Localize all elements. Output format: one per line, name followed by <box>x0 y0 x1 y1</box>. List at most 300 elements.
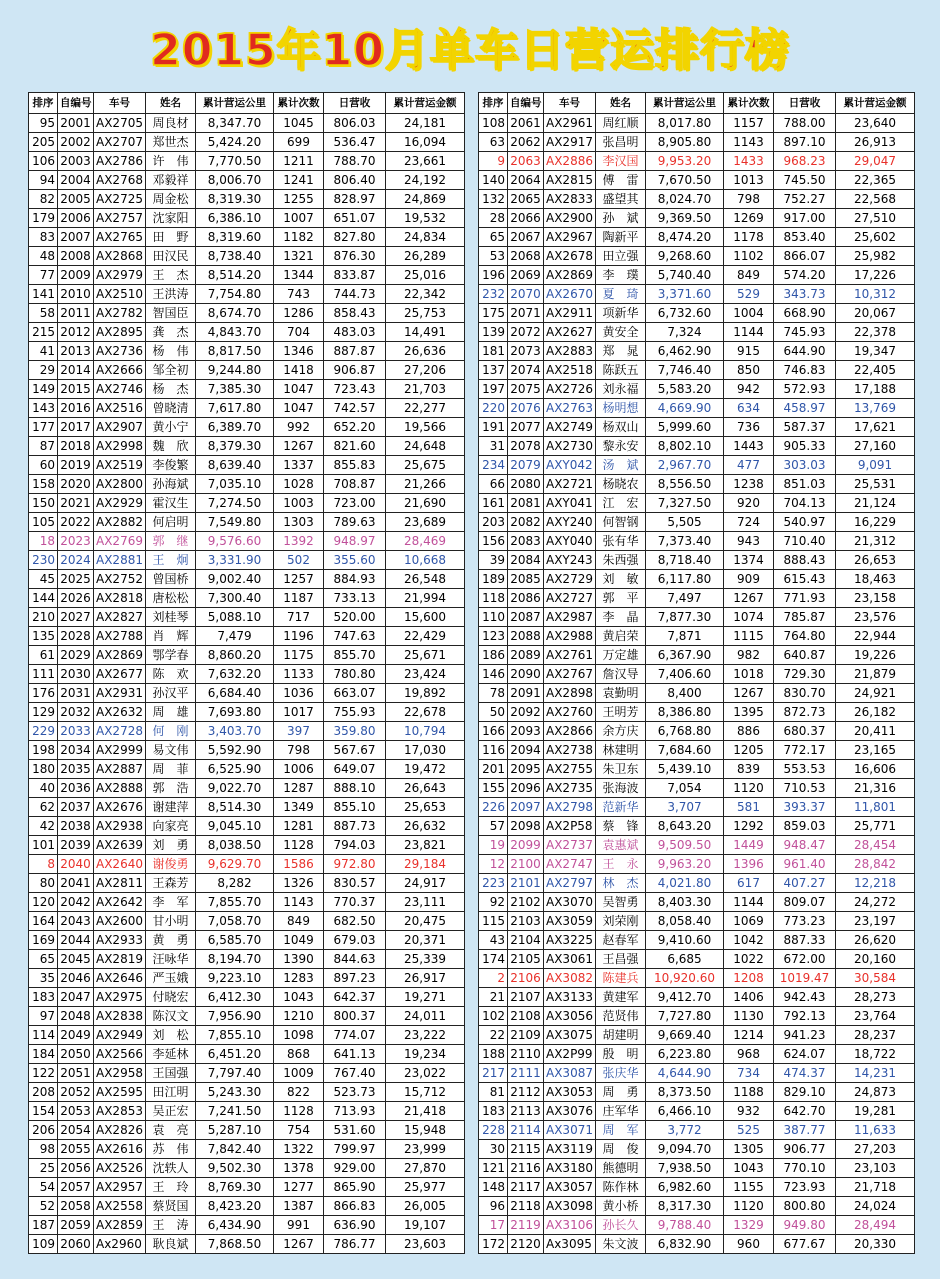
cell-plate: AX2917 <box>544 133 596 152</box>
cell-trip-count: 736 <box>724 418 774 437</box>
column-header-vehicle-id: 自编号 <box>508 93 544 114</box>
cell-plate: AX2853 <box>94 1102 146 1121</box>
cell-rank: 197 <box>479 380 508 399</box>
cell-trip-count: 968 <box>724 1045 774 1064</box>
cell-daily-revenue: 888.43 <box>774 551 836 570</box>
cell-daily-revenue: 624.07 <box>774 1045 836 1064</box>
cell-trip-count: 943 <box>724 532 774 551</box>
column-header-plate: 车号 <box>544 93 596 114</box>
cell-total-revenue: 12,218 <box>836 874 915 893</box>
cell-plate: AX2761 <box>544 646 596 665</box>
cell-total-revenue: 18,722 <box>836 1045 915 1064</box>
cell-total-km: 8,024.70 <box>646 190 724 209</box>
cell-trip-count: 798 <box>724 190 774 209</box>
cell-daily-revenue: 948.47 <box>774 836 836 855</box>
column-header-vehicle-id: 自编号 <box>58 93 94 114</box>
cell-rank: 137 <box>479 361 508 380</box>
cell-driver-name: 林建明 <box>596 741 646 760</box>
cell-total-revenue: 23,158 <box>836 589 915 608</box>
table-row <box>29 152 465 171</box>
cell-vehicle-id: 2024 <box>58 551 94 570</box>
cell-trip-count: 1433 <box>724 152 774 171</box>
cell-total-km: 8,802.10 <box>646 437 724 456</box>
cell-trip-count: 1396 <box>724 855 774 874</box>
cell-total-km: 7,727.80 <box>646 1007 724 1026</box>
cell-total-revenue: 26,636 <box>386 342 465 361</box>
cell-daily-revenue: 772.17 <box>774 741 836 760</box>
cell-total-revenue: 24,834 <box>386 228 465 247</box>
cell-total-revenue: 28,469 <box>386 532 465 551</box>
cell-total-revenue: 24,921 <box>836 684 915 703</box>
cell-total-km: 7,300.40 <box>196 589 274 608</box>
cell-plate: AX2929 <box>94 494 146 513</box>
table-row <box>479 1064 915 1083</box>
cell-plate: AX2987 <box>544 608 596 627</box>
cell-daily-revenue: 809.07 <box>774 893 836 912</box>
cell-plate: AX2769 <box>94 532 146 551</box>
cell-driver-name: 李延林 <box>146 1045 196 1064</box>
cell-daily-revenue: 788.00 <box>774 114 836 133</box>
cell-daily-revenue: 830.70 <box>774 684 836 703</box>
cell-vehicle-id: 2100 <box>508 855 544 874</box>
cell-rank: 174 <box>479 950 508 969</box>
cell-trip-count: 909 <box>724 570 774 589</box>
cell-total-km: 8,347.70 <box>196 114 274 133</box>
cell-plate: AX2838 <box>94 1007 146 1026</box>
cell-plate: AX2728 <box>94 722 146 741</box>
cell-trip-count: 525 <box>724 1121 774 1140</box>
table-row <box>479 988 915 1007</box>
cell-total-km: 5,583.20 <box>646 380 724 399</box>
cell-total-revenue: 27,206 <box>386 361 465 380</box>
cell-daily-revenue: 771.93 <box>774 589 836 608</box>
cell-total-revenue: 19,234 <box>386 1045 465 1064</box>
cell-daily-revenue: 752.27 <box>774 190 836 209</box>
cell-rank: 17 <box>479 1216 508 1235</box>
cell-total-revenue: 16,094 <box>386 133 465 152</box>
cell-driver-name: 周 菲 <box>146 760 196 779</box>
cell-plate: AXY240 <box>544 513 596 532</box>
cell-rank: 148 <box>479 1178 508 1197</box>
table-row <box>479 817 915 836</box>
cell-rank: 94 <box>29 171 58 190</box>
cell-trip-count: 1241 <box>274 171 324 190</box>
cell-driver-name: 谢俊勇 <box>146 855 196 874</box>
cell-rank: 139 <box>479 323 508 342</box>
cell-vehicle-id: 2117 <box>508 1178 544 1197</box>
cell-vehicle-id: 2048 <box>58 1007 94 1026</box>
cell-vehicle-id: 2038 <box>58 817 94 836</box>
cell-rank: 54 <box>29 1178 58 1197</box>
cell-total-km: 7,797.40 <box>196 1064 274 1083</box>
cell-total-revenue: 16,229 <box>836 513 915 532</box>
cell-rank: 48 <box>29 247 58 266</box>
cell-total-km: 8,038.50 <box>196 836 274 855</box>
cell-vehicle-id: 2040 <box>58 855 94 874</box>
cell-vehicle-id: 2060 <box>58 1235 94 1254</box>
cell-total-km: 5,999.60 <box>646 418 724 437</box>
cell-vehicle-id: 2109 <box>508 1026 544 1045</box>
cell-plate: AX2721 <box>544 475 596 494</box>
cell-rank: 97 <box>29 1007 58 1026</box>
table-row <box>29 494 465 513</box>
cell-plate: AX2933 <box>94 931 146 950</box>
cell-rank: 150 <box>29 494 58 513</box>
cell-plate: AX2958 <box>94 1064 146 1083</box>
cell-trip-count: 1009 <box>274 1064 324 1083</box>
cell-daily-revenue: 906.77 <box>774 1140 836 1159</box>
cell-total-revenue: 10,312 <box>836 285 915 304</box>
cell-driver-name: 曾晓清 <box>146 399 196 418</box>
table-row <box>479 836 915 855</box>
cell-trip-count: 920 <box>724 494 774 513</box>
cell-rank: 42 <box>29 817 58 836</box>
cell-trip-count: 1120 <box>724 779 774 798</box>
cell-driver-name: 张有华 <box>596 532 646 551</box>
cell-driver-name: 陈汉文 <box>146 1007 196 1026</box>
table-row <box>29 988 465 1007</box>
cell-total-km: 7,497 <box>646 589 724 608</box>
cell-vehicle-id: 2080 <box>508 475 544 494</box>
cell-driver-name: 范贤伟 <box>596 1007 646 1026</box>
cell-rank: 186 <box>479 646 508 665</box>
cell-rank: 25 <box>29 1159 58 1178</box>
cell-total-revenue: 19,566 <box>386 418 465 437</box>
cell-total-revenue: 26,620 <box>836 931 915 950</box>
cell-total-km: 6,451.20 <box>196 1045 274 1064</box>
cell-trip-count: 886 <box>724 722 774 741</box>
cell-daily-revenue: 855.83 <box>324 456 386 475</box>
cell-total-revenue: 23,689 <box>386 513 465 532</box>
cell-trip-count: 1144 <box>724 323 774 342</box>
cell-total-km: 9,412.70 <box>646 988 724 1007</box>
cell-rank: 232 <box>479 285 508 304</box>
cell-daily-revenue: 866.07 <box>774 247 836 266</box>
cell-total-km: 5,740.40 <box>646 266 724 285</box>
cell-rank: 66 <box>479 475 508 494</box>
cell-total-revenue: 27,160 <box>836 437 915 456</box>
cell-vehicle-id: 2003 <box>58 152 94 171</box>
cell-total-revenue: 25,753 <box>386 304 465 323</box>
cell-total-km: 8,860.20 <box>196 646 274 665</box>
cell-rank: 65 <box>479 228 508 247</box>
cell-driver-name: 李 璞 <box>596 266 646 285</box>
cell-driver-name: 刘荣刚 <box>596 912 646 931</box>
cell-plate: AX3098 <box>544 1197 596 1216</box>
column-header-trip-count: 累计次数 <box>724 93 774 114</box>
cell-total-km: 8,282 <box>196 874 274 893</box>
cell-trip-count: 1004 <box>724 304 774 323</box>
cell-rank: 87 <box>29 437 58 456</box>
cell-rank: 108 <box>479 114 508 133</box>
cell-plate: AX2616 <box>94 1140 146 1159</box>
cell-plate: AX2881 <box>94 551 146 570</box>
cell-driver-name: 黄安全 <box>596 323 646 342</box>
cell-trip-count: 1036 <box>274 684 324 703</box>
cell-total-km: 7,373.40 <box>646 532 724 551</box>
cell-total-km: 9,022.70 <box>196 779 274 798</box>
cell-rank: 123 <box>479 627 508 646</box>
cell-plate: AX3087 <box>544 1064 596 1083</box>
cell-plate: AX2765 <box>94 228 146 247</box>
cell-vehicle-id: 2082 <box>508 513 544 532</box>
cell-vehicle-id: 2013 <box>58 342 94 361</box>
cell-vehicle-id: 2120 <box>508 1235 544 1254</box>
cell-total-revenue: 24,192 <box>386 171 465 190</box>
cell-vehicle-id: 2066 <box>508 209 544 228</box>
cell-rank: 22 <box>479 1026 508 1045</box>
cell-rank: 234 <box>479 456 508 475</box>
cell-plate: AX2827 <box>94 608 146 627</box>
cell-total-revenue: 21,690 <box>386 494 465 513</box>
cell-total-km: 7,406.60 <box>646 665 724 684</box>
cell-total-revenue: 21,879 <box>836 665 915 684</box>
cell-total-km: 6,525.90 <box>196 760 274 779</box>
cell-daily-revenue: 672.00 <box>774 950 836 969</box>
cell-trip-count: 1133 <box>274 665 324 684</box>
cell-rank: 215 <box>29 323 58 342</box>
cell-driver-name: 王 永 <box>596 855 646 874</box>
table-row <box>29 798 465 817</box>
cell-total-km: 6,412.30 <box>196 988 274 1007</box>
table-row <box>29 323 465 342</box>
cell-vehicle-id: 2042 <box>58 893 94 912</box>
cell-plate: Ax2960 <box>94 1235 146 1254</box>
cell-total-km: 3,371.60 <box>646 285 724 304</box>
cell-daily-revenue: 642.37 <box>324 988 386 1007</box>
cell-trip-count: 1257 <box>274 570 324 589</box>
ranking-table-right <box>478 92 915 1254</box>
cell-trip-count: 724 <box>724 513 774 532</box>
cell-trip-count: 1286 <box>274 304 324 323</box>
table-row <box>29 836 465 855</box>
cell-total-km: 9,576.60 <box>196 532 274 551</box>
cell-trip-count: 529 <box>724 285 774 304</box>
cell-trip-count: 397 <box>274 722 324 741</box>
cell-total-km: 9,669.40 <box>646 1026 724 1045</box>
cell-daily-revenue: 642.70 <box>774 1102 836 1121</box>
cell-rank: 135 <box>29 627 58 646</box>
cell-trip-count: 617 <box>724 874 774 893</box>
cell-total-revenue: 21,703 <box>386 380 465 399</box>
cell-total-revenue: 17,621 <box>836 418 915 437</box>
cell-vehicle-id: 2050 <box>58 1045 94 1064</box>
cell-vehicle-id: 2096 <box>508 779 544 798</box>
cell-plate: AX2666 <box>94 361 146 380</box>
cell-plate: AX2677 <box>94 665 146 684</box>
table-row <box>29 114 465 133</box>
cell-vehicle-id: 2087 <box>508 608 544 627</box>
cell-total-km: 6,982.60 <box>646 1178 724 1197</box>
cell-vehicle-id: 2051 <box>58 1064 94 1083</box>
table-row <box>479 133 915 152</box>
cell-trip-count: 1155 <box>724 1178 774 1197</box>
cell-plate: AX2949 <box>94 1026 146 1045</box>
cell-total-km: 9,268.60 <box>646 247 724 266</box>
table-row <box>479 171 915 190</box>
cell-total-revenue: 15,948 <box>386 1121 465 1140</box>
cell-driver-name: 沈家阳 <box>146 209 196 228</box>
cell-trip-count: 1378 <box>274 1159 324 1178</box>
cell-plate: AX2800 <box>94 475 146 494</box>
cell-total-revenue: 26,548 <box>386 570 465 589</box>
cell-driver-name: 王 涛 <box>146 1216 196 1235</box>
cell-vehicle-id: 2002 <box>58 133 94 152</box>
cell-daily-revenue: 865.90 <box>324 1178 386 1197</box>
cell-daily-revenue: 651.07 <box>324 209 386 228</box>
cell-daily-revenue: 668.90 <box>774 304 836 323</box>
cell-driver-name: 向家亮 <box>146 817 196 836</box>
cell-daily-revenue: 821.60 <box>324 437 386 456</box>
table-row <box>479 494 915 513</box>
cell-daily-revenue: 574.20 <box>774 266 836 285</box>
cell-trip-count: 1144 <box>724 893 774 912</box>
cell-total-km: 7,327.50 <box>646 494 724 513</box>
cell-total-km: 6,367.90 <box>646 646 724 665</box>
cell-daily-revenue: 536.47 <box>324 133 386 152</box>
cell-trip-count: 822 <box>274 1083 324 1102</box>
table-row <box>479 703 915 722</box>
cell-driver-name: 吴正宏 <box>146 1102 196 1121</box>
table-row <box>29 456 465 475</box>
cell-plate: AX2859 <box>94 1216 146 1235</box>
cell-rank: 149 <box>29 380 58 399</box>
cell-vehicle-id: 2084 <box>508 551 544 570</box>
cell-trip-count: 1395 <box>724 703 774 722</box>
cell-plate: AX2755 <box>544 760 596 779</box>
cell-plate: AX2736 <box>94 342 146 361</box>
cell-vehicle-id: 2054 <box>58 1121 94 1140</box>
cell-total-revenue: 20,067 <box>836 304 915 323</box>
cell-rank: 111 <box>29 665 58 684</box>
cell-trip-count: 1157 <box>724 114 774 133</box>
cell-driver-name: 王昌强 <box>596 950 646 969</box>
table-row <box>29 1159 465 1178</box>
cell-daily-revenue: 704.13 <box>774 494 836 513</box>
table-row <box>479 684 915 703</box>
cell-driver-name: 周红顺 <box>596 114 646 133</box>
cell-vehicle-id: 2004 <box>58 171 94 190</box>
table-row <box>479 1178 915 1197</box>
cell-daily-revenue: 851.03 <box>774 475 836 494</box>
table-row <box>29 684 465 703</box>
cell-driver-name: 黎永安 <box>596 437 646 456</box>
cell-vehicle-id: 2114 <box>508 1121 544 1140</box>
table-body <box>29 114 465 1254</box>
cell-trip-count: 1045 <box>274 114 324 133</box>
cell-total-revenue: 23,661 <box>386 152 465 171</box>
cell-daily-revenue: 540.97 <box>774 513 836 532</box>
cell-driver-name: 甘小明 <box>146 912 196 931</box>
cell-driver-name: 王明芳 <box>596 703 646 722</box>
cell-trip-count: 1205 <box>724 741 774 760</box>
cell-trip-count: 1196 <box>274 627 324 646</box>
cell-daily-revenue: 523.73 <box>324 1083 386 1102</box>
cell-total-km: 5,592.90 <box>196 741 274 760</box>
cell-total-km: 6,832.90 <box>646 1235 724 1254</box>
cell-vehicle-id: 2091 <box>508 684 544 703</box>
cell-daily-revenue: 855.10 <box>324 798 386 817</box>
table-row <box>479 285 915 304</box>
table-row <box>479 665 915 684</box>
cell-driver-name: 袁勤明 <box>596 684 646 703</box>
cell-trip-count: 1267 <box>274 1235 324 1254</box>
cell-total-km: 7,274.50 <box>196 494 274 513</box>
cell-daily-revenue: 830.57 <box>324 874 386 893</box>
table-row <box>29 741 465 760</box>
cell-total-revenue: 10,794 <box>386 722 465 741</box>
table-row <box>29 133 465 152</box>
cell-total-km: 8,905.80 <box>646 133 724 152</box>
cell-vehicle-id: 2027 <box>58 608 94 627</box>
cell-driver-name: 严玉娥 <box>146 969 196 988</box>
cell-vehicle-id: 2008 <box>58 247 94 266</box>
table-row <box>479 798 915 817</box>
cell-total-revenue: 29,184 <box>386 855 465 874</box>
cell-daily-revenue: 897.23 <box>324 969 386 988</box>
table-row <box>29 665 465 684</box>
cell-driver-name: 田汉民 <box>146 247 196 266</box>
cell-vehicle-id: 2083 <box>508 532 544 551</box>
cell-trip-count: 1418 <box>274 361 324 380</box>
cell-total-revenue: 21,994 <box>386 589 465 608</box>
cell-driver-name: 范新华 <box>596 798 646 817</box>
cell-plate: AX2519 <box>94 456 146 475</box>
cell-daily-revenue: 961.40 <box>774 855 836 874</box>
cell-daily-revenue: 640.87 <box>774 646 836 665</box>
cell-total-km: 3,707 <box>646 798 724 817</box>
cell-driver-name: 刘桂琴 <box>146 608 196 627</box>
cell-daily-revenue: 745.93 <box>774 323 836 342</box>
cell-driver-name: 陈跃五 <box>596 361 646 380</box>
table-row <box>29 570 465 589</box>
cell-total-revenue: 26,917 <box>386 969 465 988</box>
cell-vehicle-id: 2076 <box>508 399 544 418</box>
cell-rank: 230 <box>29 551 58 570</box>
cell-total-km: 6,386.10 <box>196 209 274 228</box>
cell-driver-name: 田江明 <box>146 1083 196 1102</box>
cell-total-km: 8,319.60 <box>196 228 274 247</box>
cell-total-revenue: 25,771 <box>836 817 915 836</box>
table-row <box>29 437 465 456</box>
cell-plate: AX2815 <box>544 171 596 190</box>
cell-vehicle-id: 2016 <box>58 399 94 418</box>
cell-trip-count: 839 <box>724 760 774 779</box>
cell-plate: AX2P58 <box>544 817 596 836</box>
cell-daily-revenue: 792.13 <box>774 1007 836 1026</box>
cell-trip-count: 1277 <box>274 1178 324 1197</box>
cell-driver-name: 周良材 <box>146 114 196 133</box>
cell-total-revenue: 24,024 <box>836 1197 915 1216</box>
cell-total-revenue: 11,633 <box>836 1121 915 1140</box>
cell-total-km: 9,502.30 <box>196 1159 274 1178</box>
table-row <box>479 247 915 266</box>
table-row <box>479 209 915 228</box>
cell-rank: 8 <box>29 855 58 874</box>
table-row <box>479 190 915 209</box>
cell-daily-revenue: 941.23 <box>774 1026 836 1045</box>
cell-daily-revenue: 858.43 <box>324 304 386 323</box>
cell-driver-name: 黄小宁 <box>146 418 196 437</box>
cell-total-km: 7,956.90 <box>196 1007 274 1026</box>
cell-vehicle-id: 2061 <box>508 114 544 133</box>
table-row <box>479 741 915 760</box>
cell-daily-revenue: 906.87 <box>324 361 386 380</box>
cell-driver-name: 殷 明 <box>596 1045 646 1064</box>
cell-plate: AX2518 <box>544 361 596 380</box>
cell-trip-count: 1120 <box>724 1197 774 1216</box>
cell-vehicle-id: 2006 <box>58 209 94 228</box>
